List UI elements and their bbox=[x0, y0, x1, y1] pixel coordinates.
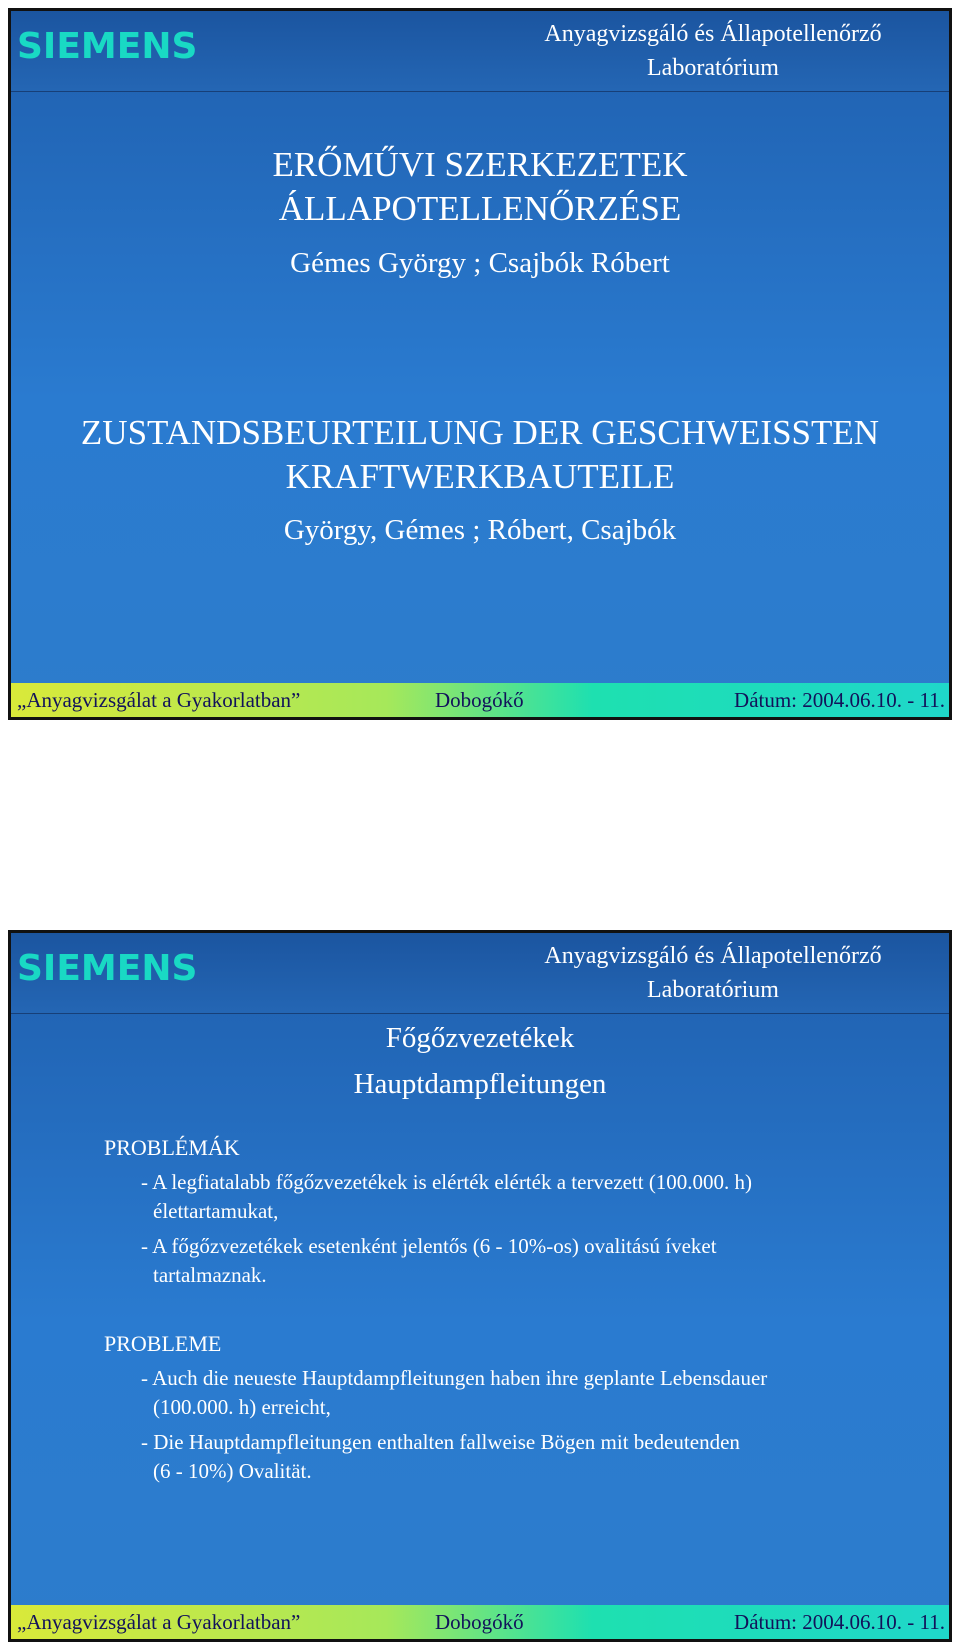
list-item bbox=[141, 1168, 861, 1226]
slide-header bbox=[11, 11, 949, 91]
lab-title-line2: Laboratórium bbox=[647, 977, 779, 1003]
problems-hu-heading: PROBLÉMÁK bbox=[104, 1135, 240, 1160]
slide-title bbox=[8, 8, 952, 720]
slide-problems bbox=[8, 930, 952, 1642]
slide-footer bbox=[11, 1605, 949, 1639]
authors-hungarian: Gémes György ; Csajbók Róbert bbox=[290, 247, 670, 279]
header-divider bbox=[11, 1013, 949, 1014]
title-hungarian-line2: ÁLLAPOTELLENŐRZÉSE bbox=[278, 189, 682, 228]
list-item-line1: - A legfiatalabb főgőzvezetékek is elérték elérték a tervezett (100.000. h) bbox=[141, 1170, 753, 1194]
slide-footer bbox=[11, 683, 949, 717]
list-item-line1: - A főgőzvezetékek esetenként jelentős (6 - 10%-os) ovalitású íveket bbox=[141, 1234, 717, 1258]
title-german-line1: ZUSTANDSBEURTEILUNG DER GESCHWEISSTEN bbox=[80, 413, 880, 452]
list-item bbox=[141, 1232, 861, 1290]
lab-title-line2: Laboratórium bbox=[647, 55, 779, 81]
problems-de-list bbox=[141, 1364, 861, 1486]
list-item-line1: - Auch die neueste Hauptdampfleitungen haben ihre geplante Lebensdauer bbox=[141, 1366, 768, 1390]
list-item bbox=[141, 1428, 861, 1486]
lab-title bbox=[503, 17, 923, 85]
slide-header bbox=[11, 933, 949, 1013]
title-german-line2: KRAFTWERKBAUTEILE bbox=[285, 457, 675, 496]
footer-date: Dátum: 2004.06.10. - 11. bbox=[734, 1610, 945, 1634]
siemens-logo: SIEMENS bbox=[17, 26, 198, 67]
heading-hungarian: Főgőzvezetékek bbox=[385, 1022, 575, 1054]
heading-german: Hauptdampfleitungen bbox=[353, 1068, 607, 1100]
footer-event: „Anyagvizsgálat a Gyakorlatban” bbox=[17, 1610, 301, 1634]
problems-hu-list bbox=[141, 1168, 861, 1290]
list-item-line2: élettartamukat, bbox=[153, 1199, 279, 1223]
title-hungarian-line1: ERŐMŰVI SZERKEZETEK bbox=[272, 145, 688, 184]
lab-title-line1: Anyagvizsgáló és Állapotellenőrző bbox=[544, 943, 882, 969]
lab-title bbox=[503, 939, 923, 1007]
title-german bbox=[11, 411, 949, 499]
lab-title-line1: Anyagvizsgáló és Állapotellenőrző bbox=[544, 21, 882, 47]
footer-date: Dátum: 2004.06.10. - 11. bbox=[734, 688, 945, 712]
authors-german: György, Gémes ; Róbert, Csajbók bbox=[283, 514, 677, 546]
problems-de-heading: PROBLEME bbox=[104, 1331, 222, 1356]
list-item bbox=[141, 1364, 861, 1422]
siemens-logo: SIEMENS bbox=[17, 948, 198, 989]
list-item-line1: - Die Hauptdampfleitungen enthalten fallweise Bögen mit bedeutenden bbox=[141, 1430, 740, 1454]
list-item-line2: (6 - 10%) Ovalität. bbox=[153, 1459, 312, 1483]
list-item-line2: (100.000. h) erreicht, bbox=[153, 1395, 331, 1419]
list-item-line2: tartalmaznak. bbox=[153, 1263, 267, 1287]
footer-place: Dobogókő bbox=[435, 1610, 524, 1634]
title-hungarian bbox=[11, 143, 949, 231]
footer-event: „Anyagvizsgálat a Gyakorlatban” bbox=[17, 688, 301, 712]
header-divider bbox=[11, 91, 949, 92]
footer-place: Dobogókő bbox=[435, 688, 524, 712]
